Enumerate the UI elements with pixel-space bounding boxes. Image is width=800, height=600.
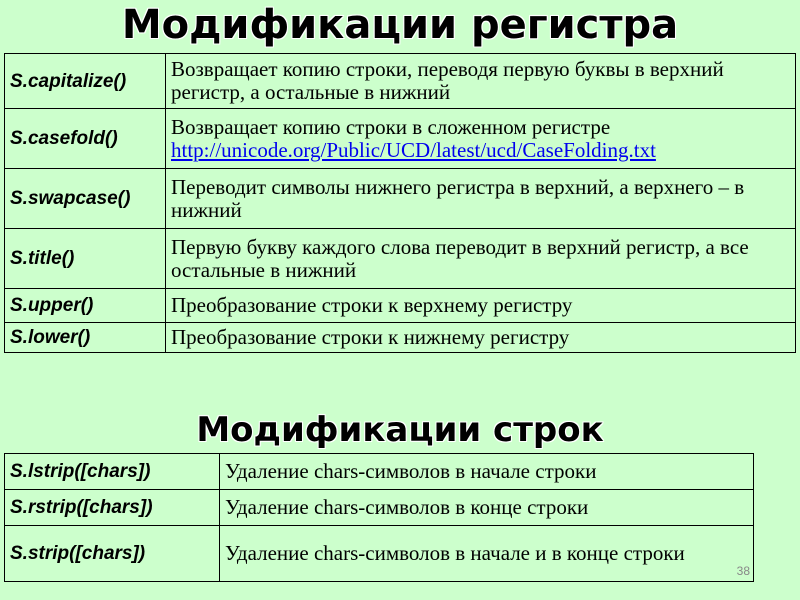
method-name: S.title(): [5, 229, 166, 289]
method-description: Первую букву каждого слова переводит в верхний регистр, а все остальные в нижний: [166, 229, 796, 289]
method-name: S.rstrip([chars]): [5, 490, 220, 526]
method-description: Переводит символы нижнего регистра в верхний, а верхнего – в нижний: [166, 169, 796, 229]
method-description: Удаление chars-символов в конце строки: [220, 490, 754, 526]
method-description: Преобразование строки к верхнему регистру: [166, 289, 796, 323]
table-row: [5, 323, 796, 353]
method-description: Возвращает копию строки, переводя первую буквы в верхний регистр, а остальные в нижний: [166, 54, 796, 109]
method-name: S.swapcase(): [5, 169, 166, 229]
table-row: [5, 454, 754, 490]
method-description: Удаление chars-символов в начале и в конце строки: [220, 526, 754, 582]
table-row: [5, 54, 796, 109]
method-name: S.lstrip([chars]): [5, 454, 220, 490]
slide-number: 38: [736, 564, 750, 578]
method-name: S.upper(): [5, 289, 166, 323]
casefolding-link[interactable]: http://unicode.org/Public/UCD/latest/ucd/CaseFolding.txt: [171, 137, 656, 162]
method-name: S.strip([chars]): [5, 526, 220, 582]
register-methods-table: [4, 53, 796, 353]
method-description: Преобразование строки к нижнему регистру: [166, 323, 796, 353]
method-description-cell: [166, 109, 796, 169]
table-row: [5, 289, 796, 323]
table-row: [5, 229, 796, 289]
strip-methods-table: [4, 453, 754, 582]
table-row: [5, 526, 754, 582]
method-name: S.casefold(): [5, 109, 166, 169]
strings-section-title: Модификации строк: [196, 410, 604, 450]
table-row: [5, 169, 796, 229]
table-row: [5, 490, 754, 526]
method-description: Возвращает копию строки в сложенном регистре: [171, 114, 611, 139]
method-name: S.capitalize(): [5, 54, 166, 109]
method-name: S.lower(): [5, 323, 166, 353]
table-row: [5, 109, 796, 169]
method-description: Удаление chars-символов в начале строки: [220, 454, 754, 490]
register-section-title: Модификации регистра: [121, 2, 679, 48]
